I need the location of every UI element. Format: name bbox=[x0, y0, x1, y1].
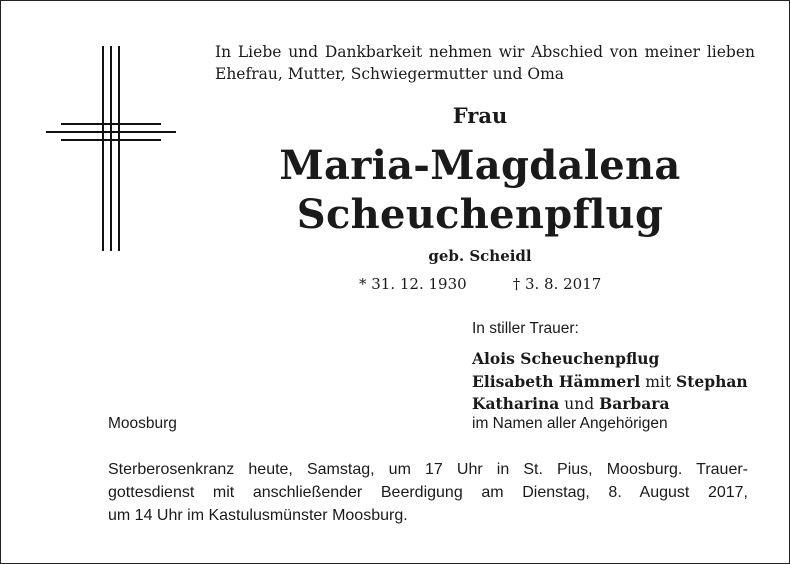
mourning-heading: In stiller Trauer: bbox=[472, 320, 579, 337]
birth-name: geb. Scheidl bbox=[428, 247, 532, 265]
deceased-first-name: Maria-Magdalena bbox=[279, 142, 681, 189]
family-list bbox=[472, 348, 748, 416]
family-line-1: Alois Scheuchenpflug bbox=[472, 349, 660, 368]
birth-date: * 31. 12. 1930 bbox=[359, 275, 467, 293]
notice-line-3: um 14 Uhr im Kastulusmünster Moosburg. bbox=[108, 507, 408, 524]
family-line-2: Elisabeth Hämmerl mit Stephan bbox=[472, 371, 748, 391]
salutation: Frau bbox=[452, 103, 508, 128]
death-date: † 3. 8. 2017 bbox=[512, 275, 602, 293]
deceased-last-name: Scheuchenpflug bbox=[296, 191, 664, 238]
intro-text: In Liebe und Dankbarkeit nehmen wir Abschied von meiner lieben Ehefrau, Mutter, Schwiegermutter und Oma bbox=[215, 43, 755, 83]
funeral-notice bbox=[108, 458, 748, 527]
town: Moosburg bbox=[108, 415, 177, 432]
family-line-4: im Namen aller Angehörigen bbox=[472, 415, 668, 432]
notice-line-2: gottesdienst mit anschließender Beerdigung am Dienstag, 8. August 2017, bbox=[108, 484, 748, 501]
notice-line-1: Sterberosenkranz heute, Samstag, um 17 Uhr in St. Pius, Moosburg. Trauer- bbox=[108, 461, 748, 478]
family-line-3: Katharina und Barbara bbox=[472, 394, 670, 413]
life-dates bbox=[359, 275, 601, 293]
